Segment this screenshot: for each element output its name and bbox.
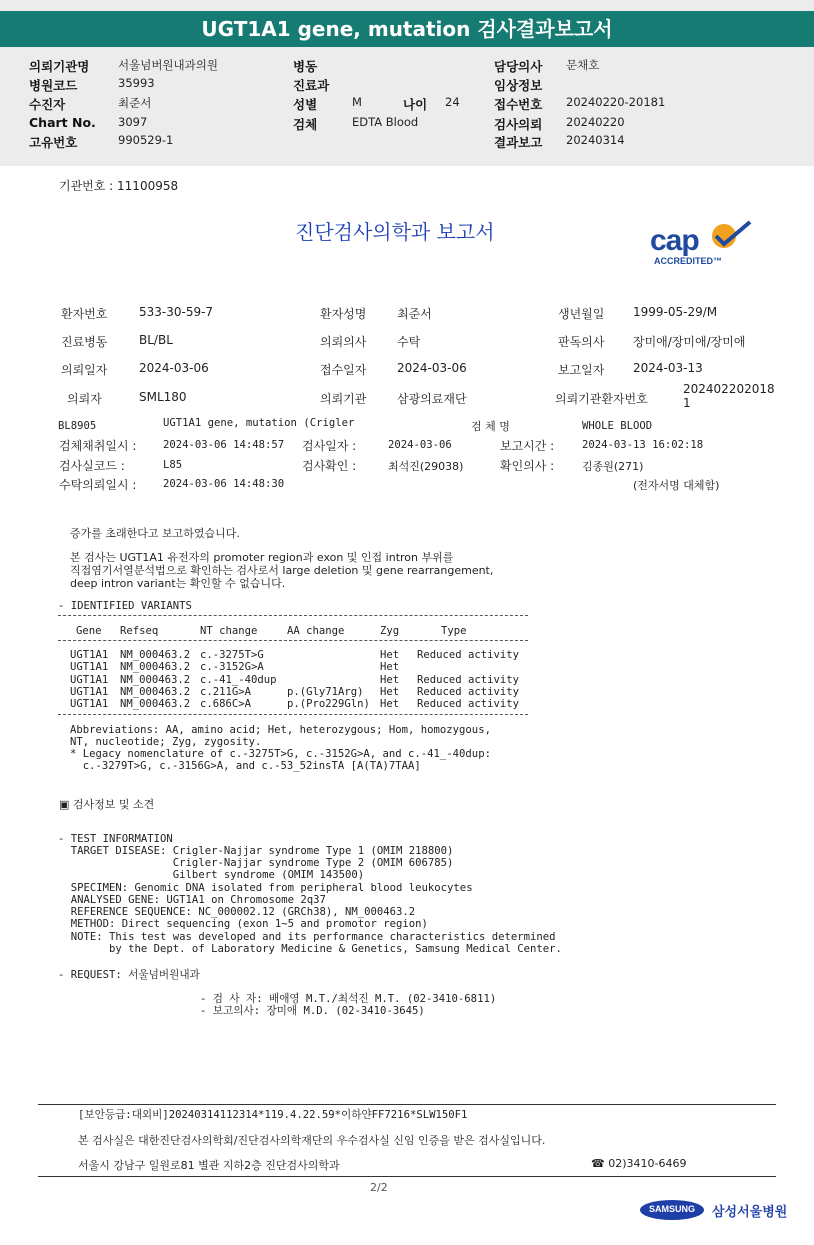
header-label: 의뢰기관명 [29, 59, 90, 74]
header-value: 서울넘버원내과의원 [118, 58, 218, 72]
info-label: 의뢰의사 [320, 335, 367, 349]
header-label: 병동 [293, 59, 318, 74]
detail-label: 검사실코드 : [59, 459, 125, 473]
info-value: 533-30-59-7 [139, 305, 214, 319]
info-value: 202402202018 1 [683, 382, 775, 410]
detail-value: 2024-03-13 16:02:18 [582, 439, 704, 451]
info-label: 판독의사 [558, 335, 605, 349]
request-line: - REQUEST: 서울넘버원내과 [58, 969, 200, 981]
test-info-line: NOTE: This test was developed and its performance characteristics determined [58, 931, 556, 943]
header-value: EDTA Blood [352, 115, 419, 129]
report-main-title: UGT1A1 gene, mutation 검사결과보고서 [201, 17, 613, 41]
test-info-line: Crigler-Najjar syndrome Type 2 (OMIM 606785) [58, 857, 454, 869]
header-label: 결과보고 [494, 135, 543, 150]
footer-divider [38, 1176, 776, 1177]
info-value: 2024-03-06 [139, 361, 209, 375]
cell-gene: UGT1A1 [70, 661, 109, 673]
test-info-line: TARGET DISEASE: Crigler-Najjar syndrome Type 1 (OMIM 218800) [58, 845, 454, 857]
test-info-line: by the Dept. of Laboratory Medicine & Genetics, Samsung Medical Center. [58, 943, 562, 955]
info-label: 의뢰일자 [61, 363, 108, 377]
header-value: 20240220-20181 [566, 95, 666, 109]
staff-line: - 보고의사: 장미애 M.D. (02-3410-3645) [200, 1005, 425, 1017]
header-label: 성별 [293, 97, 318, 112]
cell-type: Reduced activity [417, 674, 520, 686]
col-header-refseq: Refseq [120, 625, 159, 637]
header-value: M [352, 95, 362, 109]
body-line: 본 검사는 UGT1A1 유전자의 promoter region과 exon 및 인접 intron 부위를 [70, 551, 454, 564]
report-paper [0, 166, 814, 1245]
info-label: 환자성명 [320, 307, 367, 321]
test-info-line: REFERENCE SEQUENCE: NC_000002.12 (GRCh38), NM_000463.2 [58, 906, 416, 918]
abbrev-line: Abbreviations: AA, amino acid; Het, heterozygous; Hom, homozygous, [70, 724, 491, 736]
header-label: 검사의뢰 [494, 117, 543, 132]
info-label: 의뢰기관환자번호 [555, 392, 648, 406]
col-header-gene: Gene [76, 625, 102, 637]
header-value: 문채호 [566, 58, 600, 72]
header-value: 3097 [118, 115, 148, 129]
detail-label: 보고시간 : [500, 439, 555, 453]
cell-gene: UGT1A1 [70, 674, 109, 686]
test-info-line: ANALYSED GENE: UGT1A1 on Chromosome 2q37 [58, 894, 326, 906]
cell-nt: c.-3152G>A [200, 661, 264, 673]
info-value: 수탁 [397, 335, 421, 349]
header-label: 임상정보 [494, 78, 543, 93]
header-label: 고유번호 [29, 135, 78, 150]
certification-note: 본 검사실은 대한진단검사의학회/진단검사의학재단의 우수검사실 신임 인증을 받은 검사실입니다. [78, 1134, 546, 1147]
header-label: 병원코드 [29, 78, 78, 93]
section-title: ▣ 검사정보 및 소견 [59, 798, 155, 811]
info-value: 삼광의료재단 [397, 392, 467, 406]
info-value: 장미애/장미애/장미애 [633, 335, 746, 349]
test-info-line: METHOD: Direct sequencing (exon 1~5 and promotor region) [58, 918, 428, 930]
cell-zyg: Het [380, 674, 400, 686]
cell-gene: UGT1A1 [70, 698, 109, 710]
cap-accredited-logo: cap ACCREDITED™ [648, 224, 758, 274]
cell-aa: p.(Pro229Gln) [287, 698, 370, 710]
cell-zyg: Het [380, 686, 400, 698]
specimen-label: 검 체 명 [471, 420, 510, 433]
address: 서울시 강남구 일원로81 별관 지하2층 진단검사의학과 [78, 1159, 340, 1172]
footer-divider [38, 1104, 776, 1105]
body-line: 직접염기서열분석법으로 확인하는 검사로서 large deletion 및 gene rearrangement, [70, 564, 494, 577]
detail-value: 최석진(29038) [388, 460, 464, 473]
age-value: 24 [445, 95, 460, 109]
institution-number: 기관번호 : 11100958 [59, 179, 179, 193]
info-label: 접수일자 [320, 363, 367, 377]
col-header-type: Type [441, 625, 467, 637]
detail-label: 검사일자 : [302, 439, 357, 453]
cell-zyg: Het [380, 661, 400, 673]
cell-type: Reduced activity [417, 698, 520, 710]
cell-refseq: NM_000463.2 [120, 674, 191, 686]
cell-nt: c.-41_-40dup [200, 674, 277, 686]
header-label: 수진자 [29, 97, 66, 112]
detail-label: 검체채취일시 : [59, 439, 137, 453]
hospital-name: 삼성서울병원 [712, 1205, 788, 1220]
samsung-badge-icon: SAMSUNG [640, 1200, 704, 1220]
header-value: 20240314 [566, 133, 625, 147]
cell-zyg: Het [380, 649, 400, 661]
header-value: 990529-1 [118, 133, 174, 147]
info-label: 진료병동 [61, 335, 108, 349]
cell-gene: UGT1A1 [70, 686, 109, 698]
phone: ☎ 02)3410-6469 [591, 1157, 687, 1170]
cell-refseq: NM_000463.2 [120, 649, 191, 661]
table-divider [58, 714, 528, 715]
cell-gene: UGT1A1 [70, 649, 109, 661]
info-value: 1999-05-29/M [633, 305, 718, 319]
header-value: 35993 [118, 76, 155, 90]
cell-type: Reduced activity [417, 686, 520, 698]
cell-refseq: NM_000463.2 [120, 661, 191, 673]
col-header-zyg: Zyg [380, 625, 400, 637]
info-label: 의뢰기관 [320, 392, 367, 406]
cell-nt: c.211G>A [200, 686, 252, 698]
security-line: [보안등급:대외비]20240314112314*119.4.22.59*이하얀FF7216*SLW150F1 [78, 1109, 468, 1121]
detail-label: 확인의사 : [500, 459, 555, 473]
page-number: 2/2 [370, 1181, 388, 1194]
col-header-aa: AA change [287, 625, 345, 637]
info-value: 2024-03-06 [397, 361, 467, 375]
cell-zyg: Het [380, 698, 400, 710]
info-value: 2024-03-13 [633, 361, 703, 375]
detail-value: L85 [163, 459, 183, 471]
info-label: 보고일자 [558, 363, 605, 377]
info-label: 환자번호 [61, 307, 108, 321]
table-divider [58, 615, 528, 616]
table-divider [58, 640, 528, 641]
header-value: 최준서 [118, 96, 152, 110]
test-info-line: Gilbert syndrome (OMIM 143500) [58, 869, 365, 881]
info-value: SML180 [139, 390, 187, 404]
header-label: 접수번호 [494, 97, 543, 112]
test-code: BL8905 [58, 420, 97, 432]
info-label: 생년월일 [558, 307, 605, 321]
cell-nt: c.-3275T>G [200, 649, 264, 661]
cell-nt: c.686C>A [200, 698, 252, 710]
col-header-nt: NT change [200, 625, 258, 637]
info-value: BL/BL [139, 333, 173, 347]
test-info-line: - TEST INFORMATION [58, 833, 173, 845]
report-title: 진단검사의학과 보고서 [295, 220, 495, 244]
body-line: 증가를 초래한다고 보고하였습니다. [70, 527, 240, 540]
abbrev-line: * Legacy nomenclature of c.-3275T>G, c.-3152G>A, and c.-41_-40dup: [70, 748, 491, 760]
abbrev-line: c.-3279T>G, c.-3156G>A, and c.-53_52insTA [A(TA)7TAA] [70, 760, 421, 772]
detail-value: 2024-03-06 [388, 439, 452, 451]
staff-line: - 검 사 자: 배애영 M.T./최석진 M.T. (02-3410-6811) [200, 993, 497, 1005]
info-label: 의뢰자 [67, 392, 102, 406]
cell-refseq: NM_000463.2 [120, 686, 191, 698]
header-label: 진료과 [293, 78, 330, 93]
cell-refseq: NM_000463.2 [120, 698, 191, 710]
cell-aa: p.(Gly71Arg) [287, 686, 364, 698]
age-label: 나이 [403, 97, 428, 112]
specimen-value: WHOLE BLOOD [582, 420, 653, 432]
header-label: Chart No. [29, 115, 96, 130]
header-value: 20240220 [566, 115, 625, 129]
title-bar [0, 11, 814, 47]
header-label: 담당의사 [494, 59, 543, 74]
electronic-signature-note: (전자서명 대체함) [633, 479, 720, 492]
abbrev-line: NT, nucleotide; Zyg, zygosity. [70, 736, 262, 748]
info-value: 최준서 [397, 307, 432, 321]
body-line: deep intron variant는 확인할 수 없습니다. [70, 577, 286, 590]
cell-type: Reduced activity [417, 649, 520, 661]
detail-label: 수탁의뢰일시 : [59, 478, 137, 492]
cap-check-icon [704, 218, 756, 254]
test-name: UGT1A1 gene, mutation (Crigler [163, 417, 355, 429]
detail-value: 김종원(271) [582, 460, 644, 473]
header-label: 검체 [293, 117, 318, 132]
hospital-logo [640, 1198, 788, 1224]
detail-value: 2024-03-06 14:48:57 [163, 439, 285, 451]
detail-label: 검사확인 : [302, 459, 357, 473]
variants-heading: - IDENTIFIED VARIANTS [58, 600, 192, 612]
detail-value: 2024-03-06 14:48:30 [163, 478, 285, 490]
test-info-line: SPECIMEN: Genomic DNA isolated from peripheral blood leukocytes [58, 882, 473, 894]
